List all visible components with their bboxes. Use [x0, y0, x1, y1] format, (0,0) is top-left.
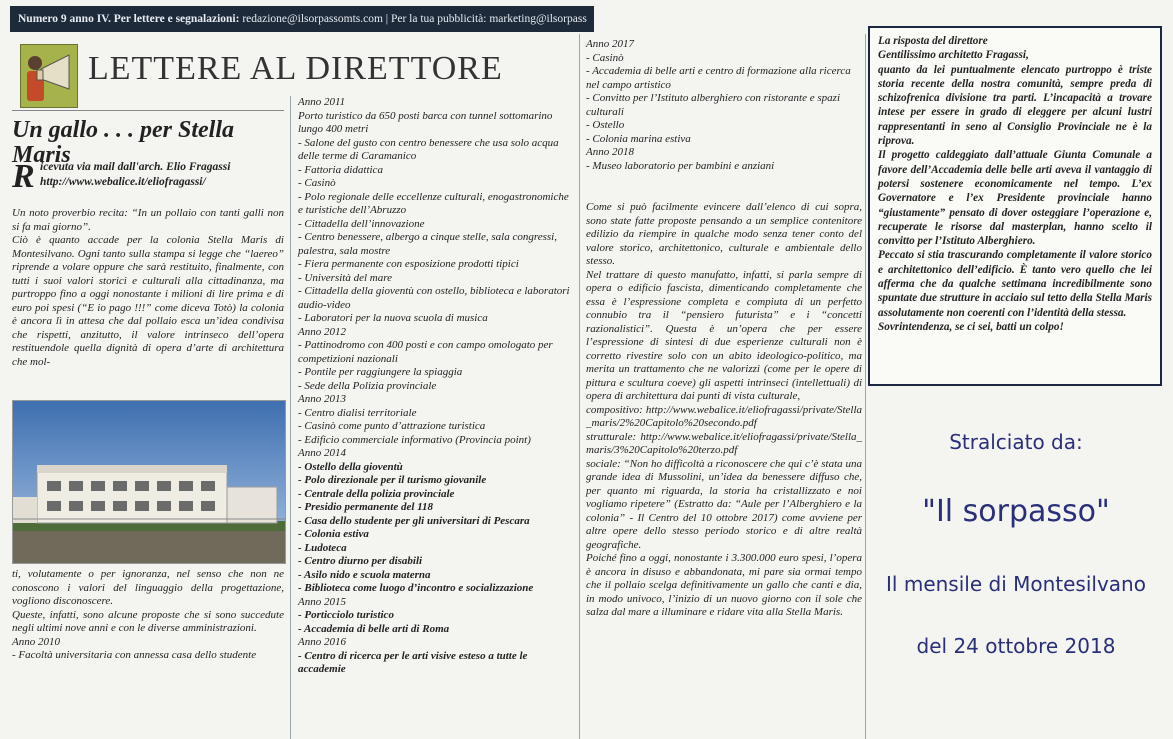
proposal-item: Porto turistico da 650 posti barca con tunnel sottomarino lungo 400 metri [298, 109, 553, 135]
year-heading: Anno 2012 [298, 325, 346, 338]
proposal-item: - Cittadella dell’innovazione [298, 217, 425, 230]
paragraph: Queste, infatti, sono alcune proposte che si sono succedute negli ultimi nove anni e con le diverse amministrazioni. [12, 608, 284, 634]
year-heading: Anno 2010 [12, 635, 60, 648]
byline-drop-cap: R [12, 158, 35, 195]
proposal-item: - Centro benessere, albergo a cinque stelle, sala congressi, palestra, sala mostre [298, 231, 557, 257]
column-separator [579, 34, 580, 739]
year-heading: Anno 2014 [298, 447, 346, 459]
year-heading: Anno 2016 [298, 636, 346, 648]
proposal-item: - Centro dialisi territoriale [298, 406, 417, 419]
paragraph: Poiché fino a oggi, nonostante i 3.300.000 euro spesi, l’opera è ancora in disuso e abbandonata, mi pare sia ormai tempo che il pollaio scelga definitivamente un gallo che canti e dia, in modo univoco, l’inizio di un nuovo giorno con il sole che salza dal mare a illuminare e ridare vita alla Stella Maris. [586, 552, 862, 618]
column-separator [865, 34, 866, 739]
proposal-item: - Ostello [586, 119, 625, 131]
header-bar [10, 6, 594, 32]
stella-maris-photo [12, 400, 286, 564]
proposals-list-2017-2018 [586, 38, 862, 173]
proposal-item: - Accademia di belle arti di Roma [298, 622, 450, 635]
proposal-item: - Facoltà universitaria con annessa casa dello studente [12, 649, 257, 661]
proposal-item: - Asilo nido e scuola materna [298, 568, 431, 581]
proposal-item: - Colonia estiva [298, 528, 369, 540]
reply-closing: Sovrintendenza, se ci sei, batti un colpo! [878, 320, 1064, 333]
byline-author: icevuta via mail dall'arch. Elio Fragassi [40, 161, 231, 173]
paragraph: Come si può facilmente evincere dall’elenco di cui sopra, sono state fatte proposte pensando a un semplice contenitore edilizio da riempire in qualche modo senza tener conto del valore storico, architettonico, culturale e ambientale dello stesso. [586, 201, 862, 267]
column-separator [290, 96, 291, 739]
proposal-item: - Laboratori per la nuova scuola di musica [298, 312, 488, 324]
proposal-item: - Università del mare [298, 271, 392, 284]
proposal-item: - Fattoria didattica [298, 163, 383, 176]
year-heading: Anno 2013 [298, 393, 346, 405]
proposal-item: - Edificio commerciale informativo (Provincia point) [298, 433, 531, 446]
megaphone-icon [20, 44, 78, 108]
proposal-item: - Sede della Polizia provinciale [298, 379, 437, 392]
proposal-item: - Centrale della polizia provinciale [298, 487, 455, 500]
paragraph: sociale: “Non ho difficoltà a riconoscere che qui c’è stata una grande idea di Mussolini, un’idea da benessere diffuso che, per quanto mi riguarda, la storia ha cristallizzato e noi vogliamo ripetere” (Estratto da: “Aule per l’Alberghiero e la colonia” - Il Centro del 10 ottobre 2017) come avviene per altre opere dello stesso periodo storico e di altre realtà geografiche. [586, 457, 862, 551]
reply-paragraph: Il progetto caldeggiato dall’attuale Giunta Comunale a favore dell’Accademia delle belle arti aveva il vantaggio di potersi sostenere economicamente nel tempo. L’ex Governatore e l’ex Presidente provinciale hanno “giustamente” pensato di dover osteggiare l’operazione e, recuperate le risorse dal masterplan, hanno scelto il convitto per l’Istituto Alberghiero. [878, 149, 1152, 248]
year-heading: Anno 2018 [586, 146, 634, 158]
paragraph: Ciò è quanto accade per la colonia Stella Maris di Montesilvano. Ogni tanto sulla stampa si legge che “laereo” riprende a volare oppure che sarà restituito, finalmente, con tutti i suoi valori storici e culturali alla cittadinanza, ma purtroppo fino a oggi nonostante i milioni di lire prima e di euro poi spesi (“E io pago !!!” come diceva Totò) la colonia è ancora lì in attesa che dal pollaio esca un’idea condivisa che rispetti, anzitutto, il valore intrinseco dell’opera restituendole quella dignità di opera d’arte di architettura che mol- [12, 234, 284, 368]
proposal-item: - Museo laboratorio per bambini e anziani [586, 159, 775, 172]
proposal-item: - Polo regionale delle eccellenze culturali, enogastronomiche e turistiche dell’Abruzzo [298, 190, 569, 216]
paragraph: Nel trattare di questo manufatto, infatti, si parla sempre di opera o edificio fascista, dimenticando completamente che essa è l’espressione completa e compiuta di un perfetto connubio tra il “pensiero futurista” e i “concetti razionalistici”. Questa è un’opera che per essere l’espressione di sintesi di due esperienze culturali non è corretto rivestire solo con un abito ideologico-politico, ma merita un trattamento che ne valorizzi (come per le opere di pittura e scultura coeve) gli aspetti intrinseci (intellettuali) di opera di architettura dai punti di vista culturale, [586, 268, 862, 402]
proposal-item: - Casa dello studente per gli universitari di Pescara [298, 514, 530, 527]
proposal-item: - Centro di ricerca per le arti visive esteso a tutte le accademie [298, 649, 528, 675]
article-column-1-continued [12, 568, 284, 663]
article-column-1 [12, 207, 284, 369]
paragraph: Un noto proverbio recita: “In un pollaio con tanti galli non si fa mai giorno”. [12, 207, 284, 233]
year-heading: Anno 2015 [298, 595, 346, 608]
reply-paragraph: Peccato si stia trascurando completamente il valore storico e architettonico dell’edificio. È tanto vero quello che lei afferma che da qualche settimana incredibilmente sono spuntate due strutture in acciaio sul tetto della Stella Maris assolutamente non coerenti con l’identità della stessa. [878, 249, 1152, 319]
article-column-3 [586, 201, 862, 620]
proposal-item: - Fiera permanente con esposizione prodotti tipici [298, 258, 519, 270]
proposal-item: - Pontile per raggiungere la spiaggia [298, 366, 463, 378]
proposal-item: - Centro diurno per disabili [298, 555, 423, 567]
reply-paragraph: quanto da lei puntualmente elencato purtroppo è triste storia recente della nostra comunità, sempre preda di schizofrenica divisione tra parti. L’incapacità a trovare intese per essere in grado di eleggere per alcuni lustri rappresentanti in seno al Consiglio Provinciale ne è la riprova. [878, 63, 1152, 148]
proposal-item: - Presidio permanente del 118 [298, 501, 434, 513]
source-label: Stralciato da: [949, 430, 1083, 454]
source-subtitle: Il mensile di Montesilvano [886, 572, 1146, 596]
proposal-item: - Casinò come punto d’attrazione turistica [298, 420, 486, 432]
proposal-item: - Ostello della gioventù [298, 460, 403, 473]
source-date: del 24 ottobre 2018 [916, 634, 1116, 658]
proposal-item: - Casinò [298, 177, 336, 189]
byline-url: http://www.webalice.it/eliofragassi/ [40, 176, 206, 188]
proposal-item: - Convitto per l’Istituto alberghiero con ristorante e spazi culturali [586, 92, 840, 118]
paragraph: ti, volutamente o per ignoranza, nel senso che non ne conoscono i valori del linguaggio della progettazione, vogliono disconoscere. [12, 568, 284, 607]
reply-salutation: Gentilissimo architetto Fragassi, [878, 49, 1029, 62]
proposal-item: - Ludoteca [298, 541, 347, 554]
article-title: Un gallo . . . per Stella Maris [12, 117, 235, 168]
byline [40, 160, 230, 190]
reply-heading: La risposta del direttore [878, 35, 988, 47]
header-issue: Numero 9 anno IV. Per lettere e segnalazioni: [18, 13, 240, 25]
year-heading: Anno 2011 [298, 96, 346, 108]
header-contacts: redazione@ilsorpassomts.com | Per la tua pubblicità: marketing@ilsorpass [242, 13, 587, 25]
proposals-list-2011-2016 [298, 96, 572, 677]
proposal-item: - Accademia di belle arti e centro di formazione alla ricerca nel campo artistico [586, 65, 851, 91]
link-compositivo[interactable]: compositivo: http://www.webalice.it/eliofragassi/private/Stella_maris/2%20Capitolo%20secondo.pdf [586, 403, 862, 429]
proposal-item: - Biblioteca come luogo d’incontro e socializzazione [298, 582, 534, 594]
proposal-item: - Salone del gusto con centro benessere che usa solo acqua delle terme di Caramanico [298, 136, 559, 162]
proposal-item: - Casinò [586, 51, 624, 64]
section-title: LETTERE AL DIRETTORE [88, 50, 503, 87]
link-strutturale[interactable]: strutturale: http://www.webalice.it/eliofragassi/private/Stella_maris/3%20Capitolo%20terzo.pdf [586, 430, 862, 456]
year-heading: Anno 2017 [586, 38, 634, 50]
proposal-item: - Colonia marina estiva [586, 132, 691, 145]
proposal-item: - Porticciolo turistico [298, 609, 394, 621]
divider [12, 110, 284, 111]
director-reply-box [868, 26, 1162, 386]
proposal-item: - Polo direzionale per il turismo giovanile [298, 474, 487, 486]
source-publication: "Il sorpasso" [922, 494, 1110, 529]
proposal-item: - Pattinodromo con 400 posti e con campo omologato per competizioni nazionali [298, 339, 553, 365]
proposal-item: - Cittadella della gioventù con ostello, biblioteca e laboratori audio-video [298, 285, 570, 311]
